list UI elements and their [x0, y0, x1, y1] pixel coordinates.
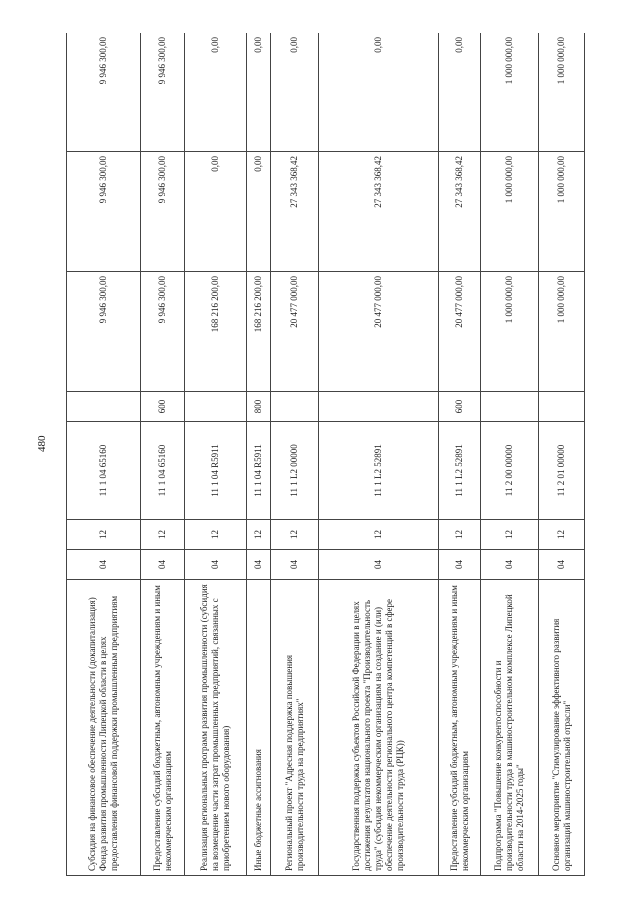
cell-sub: 12	[271, 520, 319, 550]
cell-v1: 9 946 300,00	[67, 272, 141, 392]
cell-v3: 0,00	[271, 33, 319, 152]
cell-v2: 9 946 300,00	[141, 152, 185, 272]
cell-v1: 9 946 300,00	[141, 272, 185, 392]
table-row	[439, 33, 481, 876]
cell-sub: 12	[481, 520, 539, 550]
cell-vr	[481, 392, 539, 422]
cell-name: Подпрограмма "Повышение конкурентоспособности и производительности труда в машиностроительном комплексе Липецкой области на 2014-2025 годы"	[481, 580, 539, 876]
budget-table-frame	[66, 33, 586, 876]
cell-sec: 04	[185, 550, 247, 580]
cell-sub: 12	[67, 520, 141, 550]
table-row	[67, 33, 141, 876]
cell-sub: 12	[319, 520, 439, 550]
cell-sub: 12	[439, 520, 481, 550]
cell-v3: 0,00	[439, 33, 481, 152]
cell-vr: 800	[247, 392, 271, 422]
cell-v2: 27 343 368,42	[319, 152, 439, 272]
cell-csr: 11 2 01 00000	[539, 422, 585, 520]
cell-v1: 168 216 200,00	[247, 272, 271, 392]
cell-v1: 20 477 000,00	[439, 272, 481, 392]
cell-vr	[185, 392, 247, 422]
cell-vr: 600	[439, 392, 481, 422]
cell-csr: 11 1 L2 00000	[271, 422, 319, 520]
cell-v2: 9 946 300,00	[67, 152, 141, 272]
cell-v2: 0,00	[185, 152, 247, 272]
cell-sec: 04	[439, 550, 481, 580]
budget-table	[66, 33, 585, 876]
cell-sec: 04	[247, 550, 271, 580]
cell-sec: 04	[141, 550, 185, 580]
cell-vr	[67, 392, 141, 422]
table-row	[271, 33, 319, 876]
cell-v1: 168 216 200,00	[185, 272, 247, 392]
cell-v2: 1 000 000,00	[539, 152, 585, 272]
cell-v2: 1 000 000,00	[481, 152, 539, 272]
cell-v3: 0,00	[247, 33, 271, 152]
table-row	[539, 33, 585, 876]
cell-v1: 20 477 000,00	[319, 272, 439, 392]
cell-vr: 600	[141, 392, 185, 422]
cell-name: Государственная поддержка субъектов Российской Федерации в целях достижения результатов национального проекта "Производительность труда" (субсидия некоммерческим организациям на создание и (или) обеспечение деятельности регионального центра компетенций в сфере производительности труда (РЦК))	[319, 580, 439, 876]
cell-v3: 1 000 000,00	[481, 33, 539, 152]
cell-sub: 12	[141, 520, 185, 550]
cell-csr: 11 1 04 R5911	[247, 422, 271, 520]
cell-sec: 04	[539, 550, 585, 580]
cell-csr: 11 1 L2 52891	[319, 422, 439, 520]
cell-v3: 9 946 300,00	[67, 33, 141, 152]
cell-v2: 27 343 368,42	[271, 152, 319, 272]
table-row	[319, 33, 439, 876]
cell-v3: 0,00	[319, 33, 439, 152]
table-row	[185, 33, 247, 876]
cell-v3: 1 000 000,00	[539, 33, 585, 152]
cell-name: Иные бюджетные ассигнования	[247, 580, 271, 876]
cell-sub: 12	[539, 520, 585, 550]
cell-sec: 04	[67, 550, 141, 580]
cell-name: Предоставление субсидий бюджетным, автономным учреждениям и иным некоммерческим организациям	[141, 580, 185, 876]
cell-v1: 20 477 000,00	[271, 272, 319, 392]
cell-sub: 12	[185, 520, 247, 550]
cell-csr: 11 1 04 65160	[67, 422, 141, 520]
page-number: 480	[36, 435, 48, 452]
cell-v1: 1 000 000,00	[539, 272, 585, 392]
rotated-page-content	[66, 33, 586, 876]
cell-v2: 0,00	[247, 152, 271, 272]
cell-v1: 1 000 000,00	[481, 272, 539, 392]
table-row	[481, 33, 539, 876]
cell-v3: 0,00	[185, 33, 247, 152]
cell-sub: 12	[247, 520, 271, 550]
cell-csr: 11 2 00 00000	[481, 422, 539, 520]
table-row	[141, 33, 185, 876]
cell-csr: 11 1 04 R5911	[185, 422, 247, 520]
cell-v2: 27 343 368,42	[439, 152, 481, 272]
cell-name: Основное мероприятие "Стимулирование эффективного развития организаций машиностроительной отрасли"	[539, 580, 585, 876]
cell-csr: 11 1 L2 52891	[439, 422, 481, 520]
cell-vr	[271, 392, 319, 422]
cell-vr	[539, 392, 585, 422]
cell-sec: 04	[481, 550, 539, 580]
cell-name: Региональный проект "Адресная поддержка повышения производительности труда на предприятиях"	[271, 580, 319, 876]
cell-sec: 04	[271, 550, 319, 580]
cell-name: Предоставление субсидий бюджетным, автономным учреждениям и иным некоммерческим организациям	[439, 580, 481, 876]
cell-vr	[319, 392, 439, 422]
cell-sec: 04	[319, 550, 439, 580]
cell-v3: 9 946 300,00	[141, 33, 185, 152]
cell-csr: 11 1 04 65160	[141, 422, 185, 520]
table-row	[247, 33, 271, 876]
cell-name: Субсидия на финансовое обеспечение деятельности (докапитализация) Фонда развития промышленности Липецкой области в целях предоставления финансовой поддержки промышленным предприятиям	[67, 580, 141, 876]
cell-name: Реализация региональных программ развития промышленности (субсидия на возмещение части затрат промышленных предприятий, связанных с приобретением нового оборудования)	[185, 580, 247, 876]
